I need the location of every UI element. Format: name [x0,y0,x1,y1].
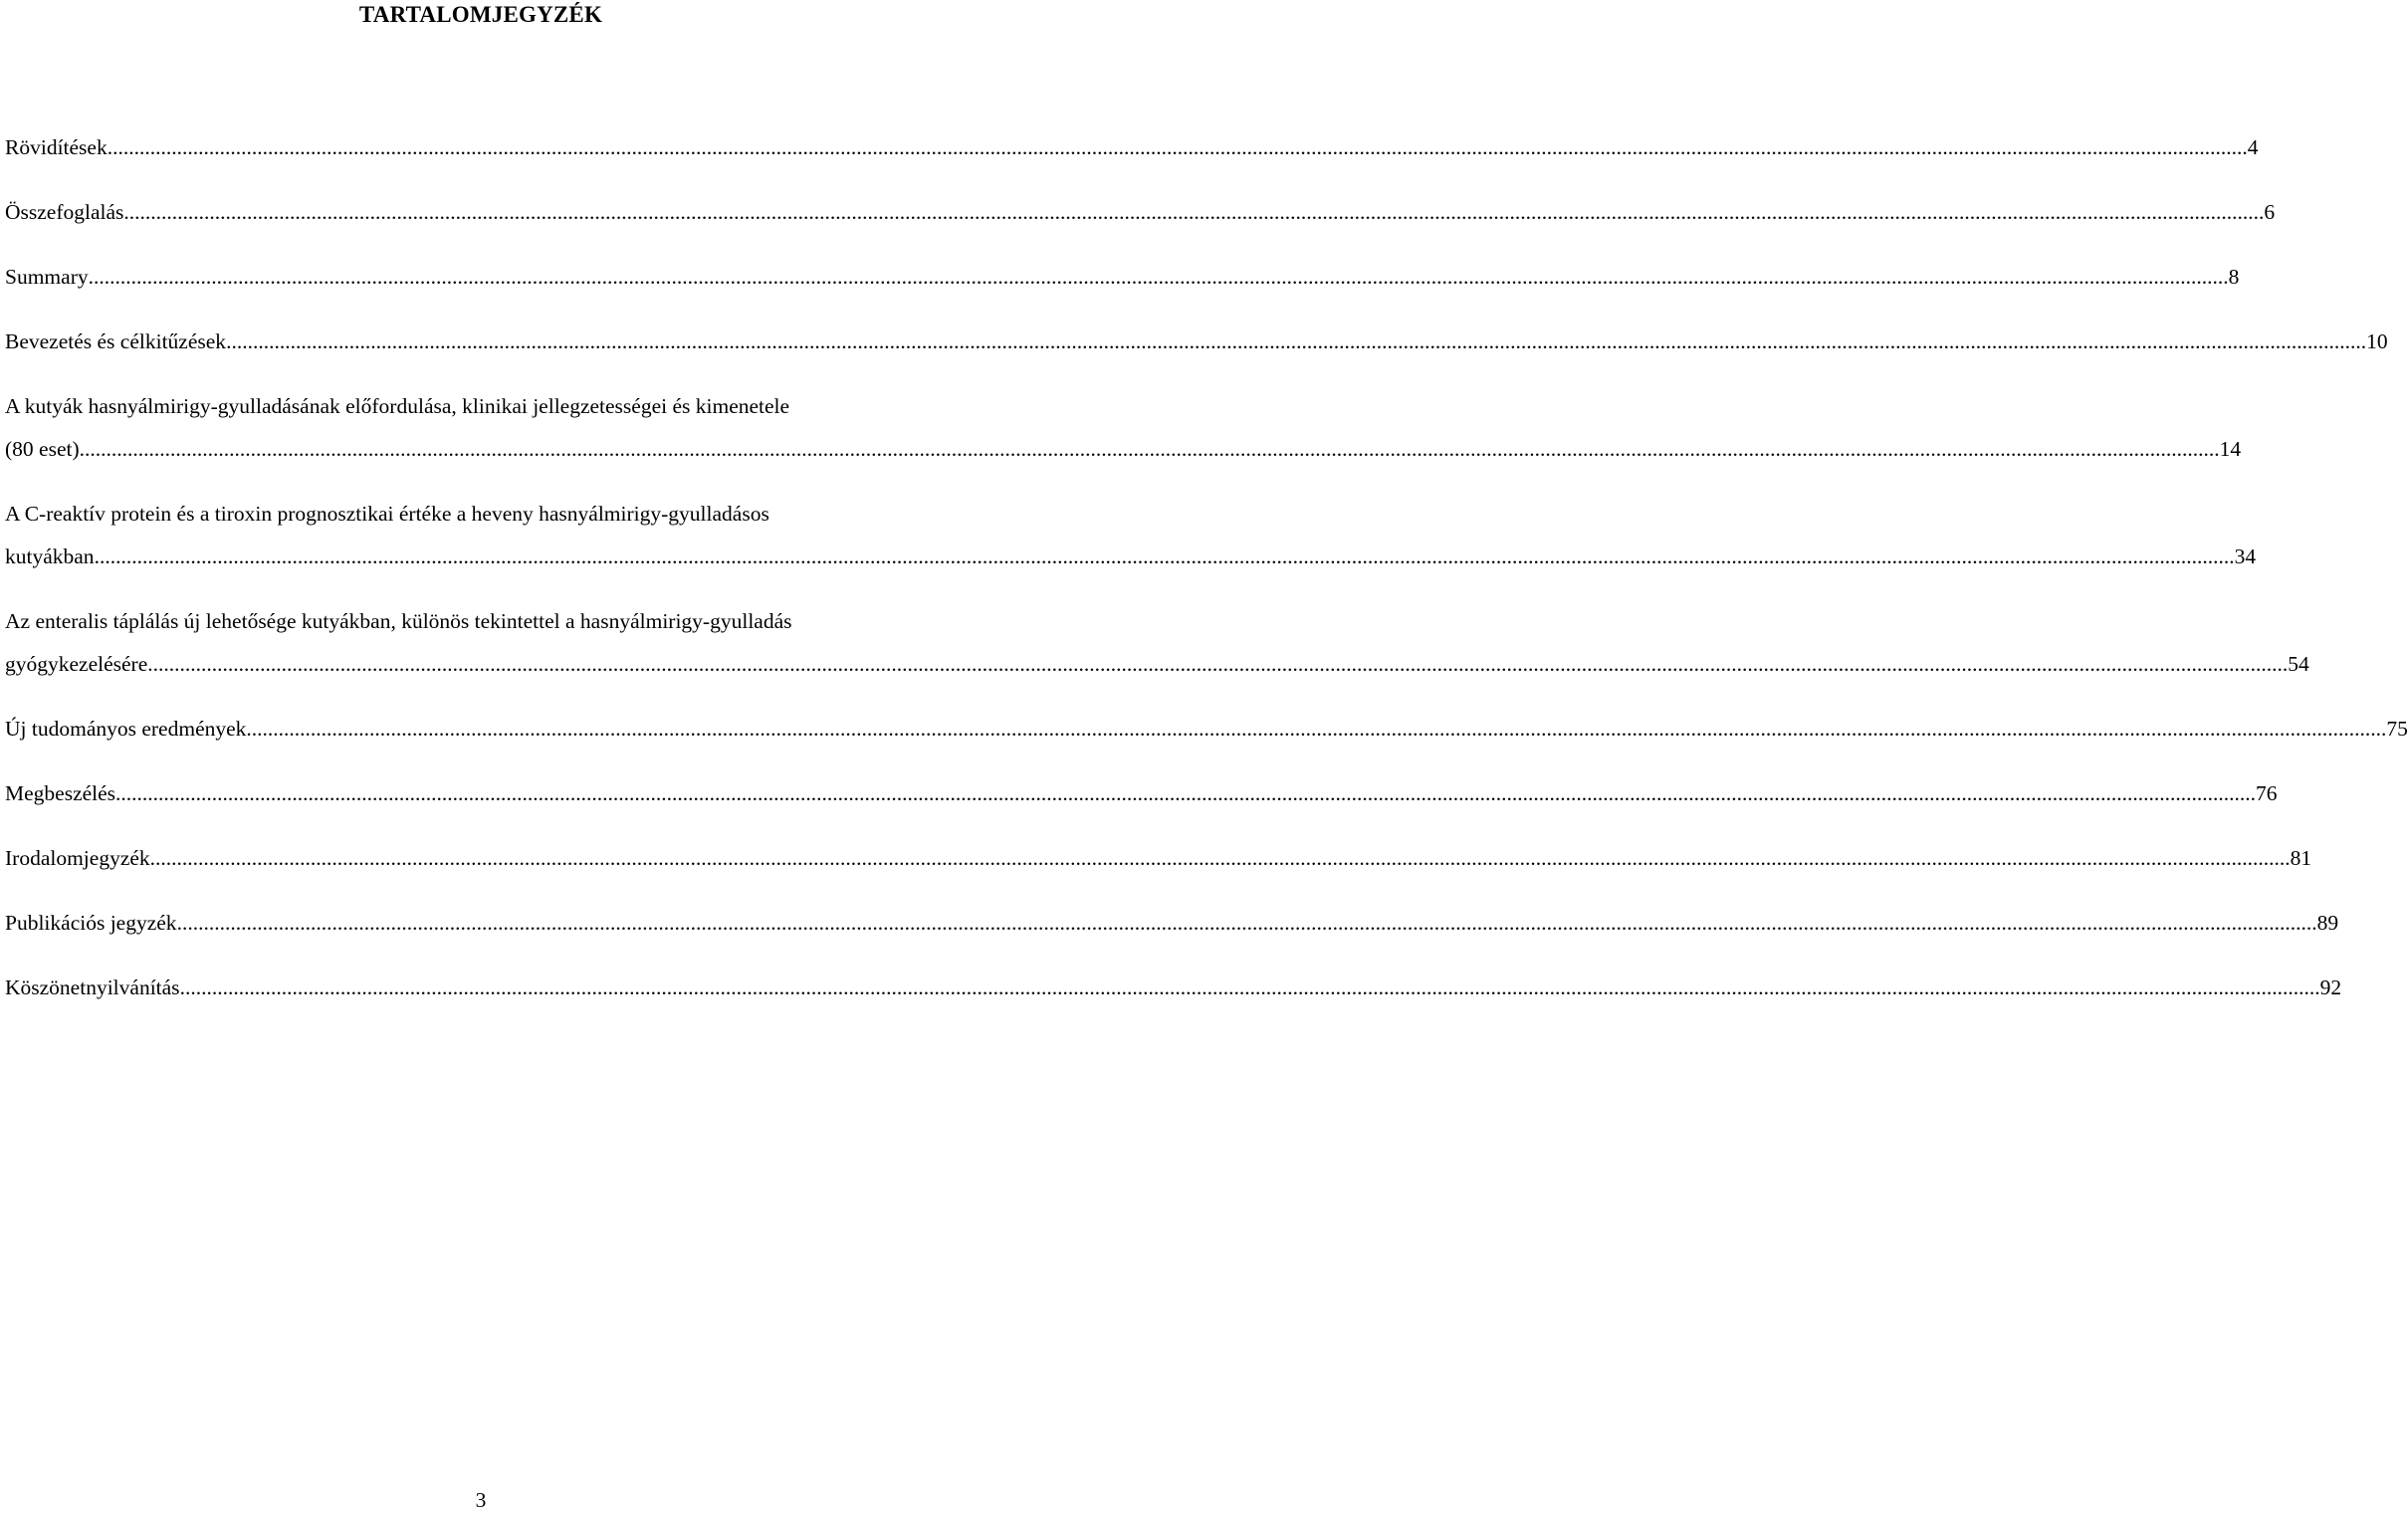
toc-entry-title: kutyákban [5,544,95,568]
toc-entry-title: Megbeszélés [5,781,116,805]
toc-entry-title-line: Az enteralis táplálás új lehetősége kutyákban, különös tekintettel a hasnyálmirigy-gyulladás [5,609,792,633]
toc-entry-page-number: 75 [2386,717,2408,741]
toc-entry-title-line: A kutyák hasnyálmirigy-gyulladásának előfordulása, klinikai jellegzetességei és kimenetele [5,394,790,418]
toc-dot-leader: ................................................................................................................................................................................................................................................................................................................................................................................................................ [79,437,2220,461]
toc-entry-title: Köszönetnyilvánítás [5,975,180,999]
toc-dot-leader: ................................................................................................................................................................................................................................................................................................................................................................................................................ [149,846,2291,870]
toc-entry [5,600,2309,686]
toc-entry-line [5,191,2276,234]
toc-entry-line [5,428,2242,471]
toc-entry-page-number: 14 [2219,437,2242,461]
toc-entry-page-number: 76 [2256,781,2278,805]
toc-dot-leader: ................................................................................................................................................................................................................................................................................................................................................................................................................ [123,200,2265,224]
toc-entry-title: (80 eset) [5,437,80,461]
toc-entry-title: Új tudományos eredmények [5,717,247,741]
toc-entry [5,967,2342,1009]
toc-entry-line [5,772,2278,815]
toc-entry-line [5,536,2257,578]
toc-entry-title: Irodalomjegyzék [5,846,150,870]
toc-entry-page-number: 34 [2234,544,2257,568]
toc-entry-title: Bevezetés és célkitűzések [5,329,227,353]
toc-dot-leader: ................................................................................................................................................................................................................................................................................................................................................................................................................ [115,781,2257,805]
toc-entry-page-number: 6 [2264,200,2276,224]
toc-entry-page-number: 92 [2319,975,2342,999]
toc-entry-line [5,837,2312,880]
toc-entry-page-number: 81 [2290,846,2312,870]
toc-entry-line [5,256,2240,299]
toc-dot-leader: ................................................................................................................................................................................................................................................................................................................................................................................................................ [226,329,2367,353]
toc-entry [5,191,2276,234]
toc-entry-title: Rövidítések [5,135,108,159]
page-title: TARTALOMJEGYZÉK [358,2,603,27]
toc-dot-leader: ................................................................................................................................................................................................................................................................................................................................................................................................................ [246,717,2387,741]
toc-entry-page-number: 89 [2316,911,2339,935]
toc-entry-title: Összefoglalás [5,200,124,224]
toc-entry-page-number: 54 [2288,652,2309,676]
toc-entry-page-number: 10 [2366,329,2388,353]
toc-entry [5,256,2240,299]
toc-entry-line [5,321,2388,363]
toc-entry [5,837,2312,880]
toc-entry-line [5,643,2309,686]
toc-entry-title: Publikációs jegyzék [5,911,177,935]
page-number: 3 [475,1488,487,1512]
toc-entry-line [5,708,2408,751]
toc-dot-leader: ................................................................................................................................................................................................................................................................................................................................................................................................................ [179,975,2320,999]
toc-dot-leader: ................................................................................................................................................................................................................................................................................................................................................................................................................ [147,652,2289,676]
toc-entry-line [5,967,2342,1009]
toc-entry-title: gyógykezelésére [5,652,148,676]
toc-entry-title-line: A C-reaktív protein és a tiroxin prognosztikai értéke a heveny hasnyálmirigy-gyulladásos [5,502,769,526]
toc-entry [5,321,2388,363]
toc-entry [5,493,2257,578]
toc-dot-leader: ................................................................................................................................................................................................................................................................................................................................................................................................................ [88,265,2229,289]
toc-entry-line [5,902,2339,945]
toc-dot-leader: ................................................................................................................................................................................................................................................................................................................................................................................................................ [94,544,2235,568]
toc-entry [5,772,2278,815]
toc-dot-leader: ................................................................................................................................................................................................................................................................................................................................................................................................................ [176,911,2317,935]
table-of-contents [5,126,2408,1031]
toc-entry-page-number: 8 [2228,265,2240,289]
toc-dot-leader: ................................................................................................................................................................................................................................................................................................................................................................................................................ [107,135,2248,159]
toc-entry-title: Summary [5,265,89,289]
toc-entry [5,708,2408,751]
toc-entry [5,385,2242,471]
toc-entry-line [5,126,2259,169]
toc-entry [5,126,2259,169]
toc-entry-page-number: 4 [2247,135,2259,159]
toc-entry [5,902,2339,945]
